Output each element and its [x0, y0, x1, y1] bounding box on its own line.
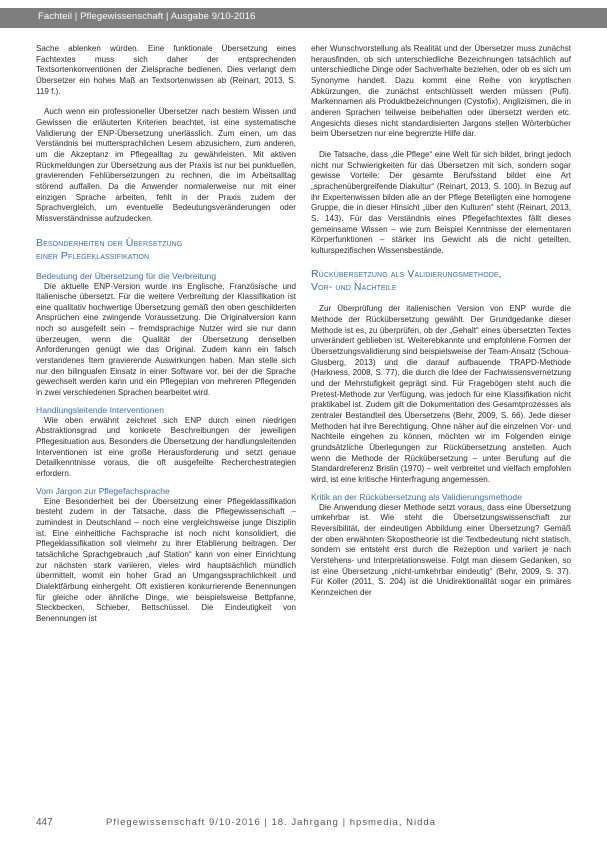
right-paragraph-2: Die Tatsache, dass „die Pflege“ eine Welt für sich bildet, bringt jedoch nicht nur Schwierigkeiten für das Übersetzen mit sich, sondern sogar gewisse Vorteile: Der gesamte Berufsstand bildet eine Art „sprachenübergreifende Diakultur“ (Reinart, 2013, S. 100). In Bezug auf ihr Expertenwissen bilden alle an der Pflege Beteiligten eine homogene Gruppe, die in dieser Hinsicht „über den Kulturen“ steht (Reinart, 2013, S. 143). Für das Verständnis eines Pflegefachtextes fällt dieses gemeinsame Wissen – wie zum Beispiel Kenntnisse der elementaren Körperfunktionen – stärker ins Gewicht als die nicht geteilten, kulturspezifischen Wissensbestände. — [311, 149, 571, 255]
left-column — [36, 44, 296, 625]
section-heading-besonderheiten — [36, 237, 296, 263]
right-paragraph-1: eher Wunschvorstellung als Realität und der Übersetzer muss zunächst herausfinden, ob sich unterschiedliche Bezeichnungen tatsächlich auf unterschiedliche Dinge oder Sachverhalte beziehen, oder ob es sich um Synonyme handelt. Dazu kommt eine Reihe von kryptischen Abkürzungen, die zunächst entschlüsselt werden müssen (Pufi). Markennamen als Produktbezeichnungen (Cystofix), Anglizismen, die in anderen Sprachen teilweise beibehalten oder übersetzt werden etc. Angesichts dieses nicht standardisierten Jargons stellen Wörterbücher beim Übersetzen nur eine begrenzte Hilfe dar. — [311, 44, 571, 139]
footer-text: Pflegewissenschaft 9/10-2016 | 18. Jahrgang | hpsmedia, Nidda — [106, 817, 436, 828]
header-text: Fachteil | Pflegewissenschaft | Ausgabe 9/10-2016 — [38, 11, 256, 22]
left-paragraph-2: Auch wenn ein professioneller Übersetzer nach bestem Wissen und Gewissen die erläuterten Kriterien beachtet, ist eine systematische Validierung der ENP-Übersetzung unerlässlich. Zum einen, um das Verständnis bei muttersprachlichen Lesern abzusichern, zum anderen, um die Akzeptanz im Pflegealltag zu gewährleisten. Mit aktiven Rückmeldungen zur Übersetzung aus der Praxis ist nur bei punktuellen, gravierenden Fehlübersetzungen zu rechnen, die im Arbeitsalltag störend auffallen. Da die Anwender normalerweise nur mit einer einzigen Sprache arbeiten, fehlt in der Praxis zudem der Sprachvergleich, um eventuelle Bedeutungsveränderungen oder Missverständnisse aufzudecken. — [36, 107, 296, 223]
page-number: 447 — [36, 817, 53, 828]
subheading-jargon: Vom Jargon zur Pflegefachsprache — [36, 485, 170, 496]
section-heading-line-2: Vor- und Nachteile — [311, 281, 397, 294]
left-paragraph-5: Eine Besonderheit bei der Übersetzung einer Pflegeklassifikation besteht zudem in der Tatsache, dass die Pflegewissenschaft – zumindest in Deutschland – noch eine vergleichsweise junge Disziplin ist. Eine einheitliche Fachsprache ist noch nicht konsolidiert, die Pflegeklassifikation soll vielmehr zu ihrer Etablierung beitragen. Der tatsächliche Sprachgebrauch „auf Station“ kann von einer Einrichtung zur nächsten stark variieren, vieles wird hauptsächlich mündlich übermittelt, womit ein hoher Grad an Umgangssprachlichkeit und Dialektfärbung einhergeht. Oft existieren konkurrierende Benennungen für gleiche oder ähnliche Dinge, wie beispielsweise Bettpfanne, Steckbecken, Schieber, Bettschüssel. Die Eindeutigkeit von Benennungen ist — [36, 496, 296, 623]
subheading-bedeutung: Bedeutung der Übersetzung für die Verbreitung — [36, 270, 217, 281]
running-header — [0, 8, 607, 28]
subheading-handlungsleitende: Handlungsleitende Interventionen — [36, 404, 165, 415]
section-heading-line-1: Besonderheiten der Übersetzung — [36, 236, 183, 249]
section-heading-rueckuebersetzung — [311, 268, 571, 294]
subheading-kritik: Kritik an der Rückübersetzung als Validierungsmethode — [311, 491, 522, 502]
left-paragraph-1: Sache ablenken würden. Eine funktionale Übersetzung eines Fachtextes muss sich daher der entsprechenden Textsortenkonventionen der Zielsprache bedienen. Dies verlangt dem Übersetzer ein hohes Maß an Textsortenwissen ab (Reinart, 2013, S. 119 f.). — [36, 44, 296, 96]
right-paragraph-4: Die Anwendung dieser Methode setzt voraus, dass eine Übersetzung umkehrbar ist. Wie steht die Übersetzungswissenschaft zur Reversibilität, der eindeutigen Abbildung einer Übersetzung? Gemäß der oben erwähnten Skopostheorie ist die Textbedeutung nicht statisch, sondern sie entsteht erst durch die Rezeption und variiert je nach Verstehens- und Interpretationsweise. Folgt man diesem Gedanken, so ist eine Übersetzung „nicht-umkehrbar eindeutig“ (Behr, 2009, S. 37). Für Koller (2011, S. 204) ist die Unidirektionalität sogar ein primäres Kennzeichen der — [311, 502, 571, 597]
right-paragraph-3: Zur Überprüfung der italienischen Version von ENP wurde die Methode der Rückübersetzung gewählt. Der Grundgedanke dieser Methode ist es, zu überprüfen, ob der „Gehalt“ eines übersetzten Textes unverändert geblieben ist. Weiterebkannte und empfohlene Formen der Übersetzungsvalidierung sind beispielsweise der Team-Ansatz (Schoua-Glusberg, 2013) und die darauf aufbauende TRAPD-Methode (Harkness, 2008, S. 77), die durch die Idee der Fachwissensvernetzung und der Mehrstufigkeit geprägt sind. Für Fragebögen steht auch die Pretest-Methode zur Verfügung, was jedoch für eine Klassifikation nicht praktikabel ist. Zudem gilt die Dokumentation des Gesamtprozesses als zentraler Bestandteil des Übersetzens (Behr, 2009, S. 66). Jede dieser Methoden hat ihre Berechtigung. Ohne näher auf die einzelnen Vor- und Nachteile eingehen zu können, möchten wir im Folgenden einige grundsätzliche Überlegungen zur Rückübersetzung anstellen. Auch wenn die Methode der Rückübersetzung – unter Berufung auf die Standardreferenz Brislin (1970) – weit verbreitet und vielfach empfohlen wird, ist eine kritische Hinterfragung angemessen. — [311, 304, 571, 484]
left-paragraph-4: Wie oben erwähnt zeichnet sich ENP durch einen niedrigen Abstraktionsgrad und konkrete Beschreibungen der jeweiligen Pflegesituation aus. Besonders die Übersetzung der handlungsleitenden Interventionen ist eine große Herausforderung und setzt genaue Detailkenntnisse voraus, die oft ausgefeilte Recherchestrategien erfordern. — [36, 415, 296, 478]
section-heading-line-2: einer Pflegeklassifikation — [36, 249, 150, 262]
left-paragraph-3: Die aktuelle ENP-Version wurde ins Englische, Französische und Italienische übersetzt. Für die weitere Verbreitung der Klassifikation ist eine qualitativ hochwertige Übersetzung gemäß den oben geschilderten Ansprüchen eine zwingende Voraussetzung. Die Originalversion kann noch so ausgefeilt sein – fremdsprachige Nutzer wird sie nur dann überzeugen, wenn die Qualität der Übersetzung denselben Anforderungen genügt wie das Original. Zudem kann ein falsch verstandenes Item gravierende Auswirkungen haben. Man stelle sich nur den bilingualen Einsatz in einer Software vor, bei der die Sprache gewechselt werden kann und ein Pflegeplan von mehreren Pflegenden in zwei verschiedenen Sprachen bearbeitet wird. — [36, 281, 296, 398]
right-column — [311, 44, 571, 599]
section-heading-line-1: Rückübersetzung als Validierungsmethode, — [311, 268, 502, 281]
page-footer — [36, 817, 576, 831]
